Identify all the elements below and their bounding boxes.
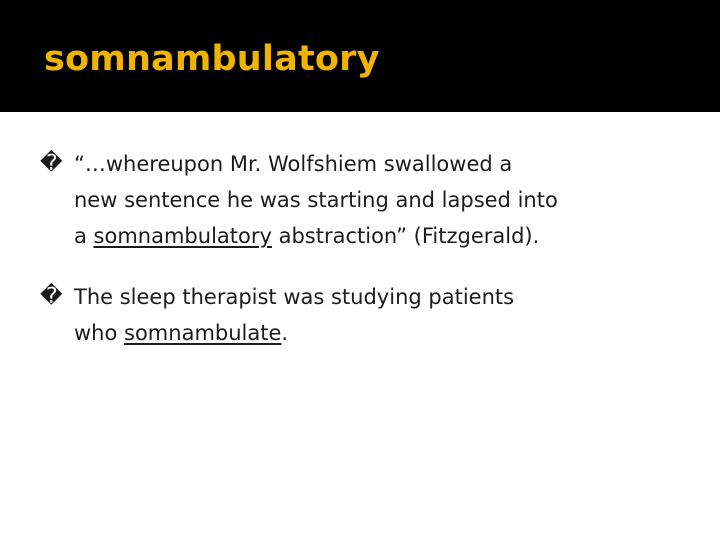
- bullet-marker-icon: �: [40, 284, 63, 309]
- bullet-text-line: [74, 218, 680, 254]
- bullet-item-quote: [40, 146, 680, 254]
- bullet-item-example: [40, 279, 680, 351]
- text-segment: who: [74, 321, 125, 345]
- text-segment: abstraction” (Fitzgerald).: [271, 224, 540, 248]
- text-segment: “…whereupon Mr. Wolfshiem swallowed a: [74, 152, 513, 176]
- bullet-text-line: [74, 279, 680, 315]
- title-bar: [0, 0, 720, 112]
- bullet-text-line: [74, 182, 680, 218]
- bullet-list: [40, 146, 680, 376]
- text-segment: .: [281, 321, 289, 345]
- text-segment: new sentence he was starting and lapsed into: [74, 188, 558, 212]
- text-segment: a: [74, 224, 94, 248]
- bullet-text-line: [74, 315, 680, 351]
- text-segment: The sleep therapist was studying patients: [74, 285, 515, 309]
- vocab-word-underlined: somnambulate: [124, 321, 282, 345]
- bullet-text-line: [74, 146, 680, 182]
- slide-title: somnambulatory: [44, 39, 380, 79]
- vocab-word-underlined: somnambulatory: [93, 224, 272, 248]
- bullet-marker-icon: �: [40, 151, 63, 176]
